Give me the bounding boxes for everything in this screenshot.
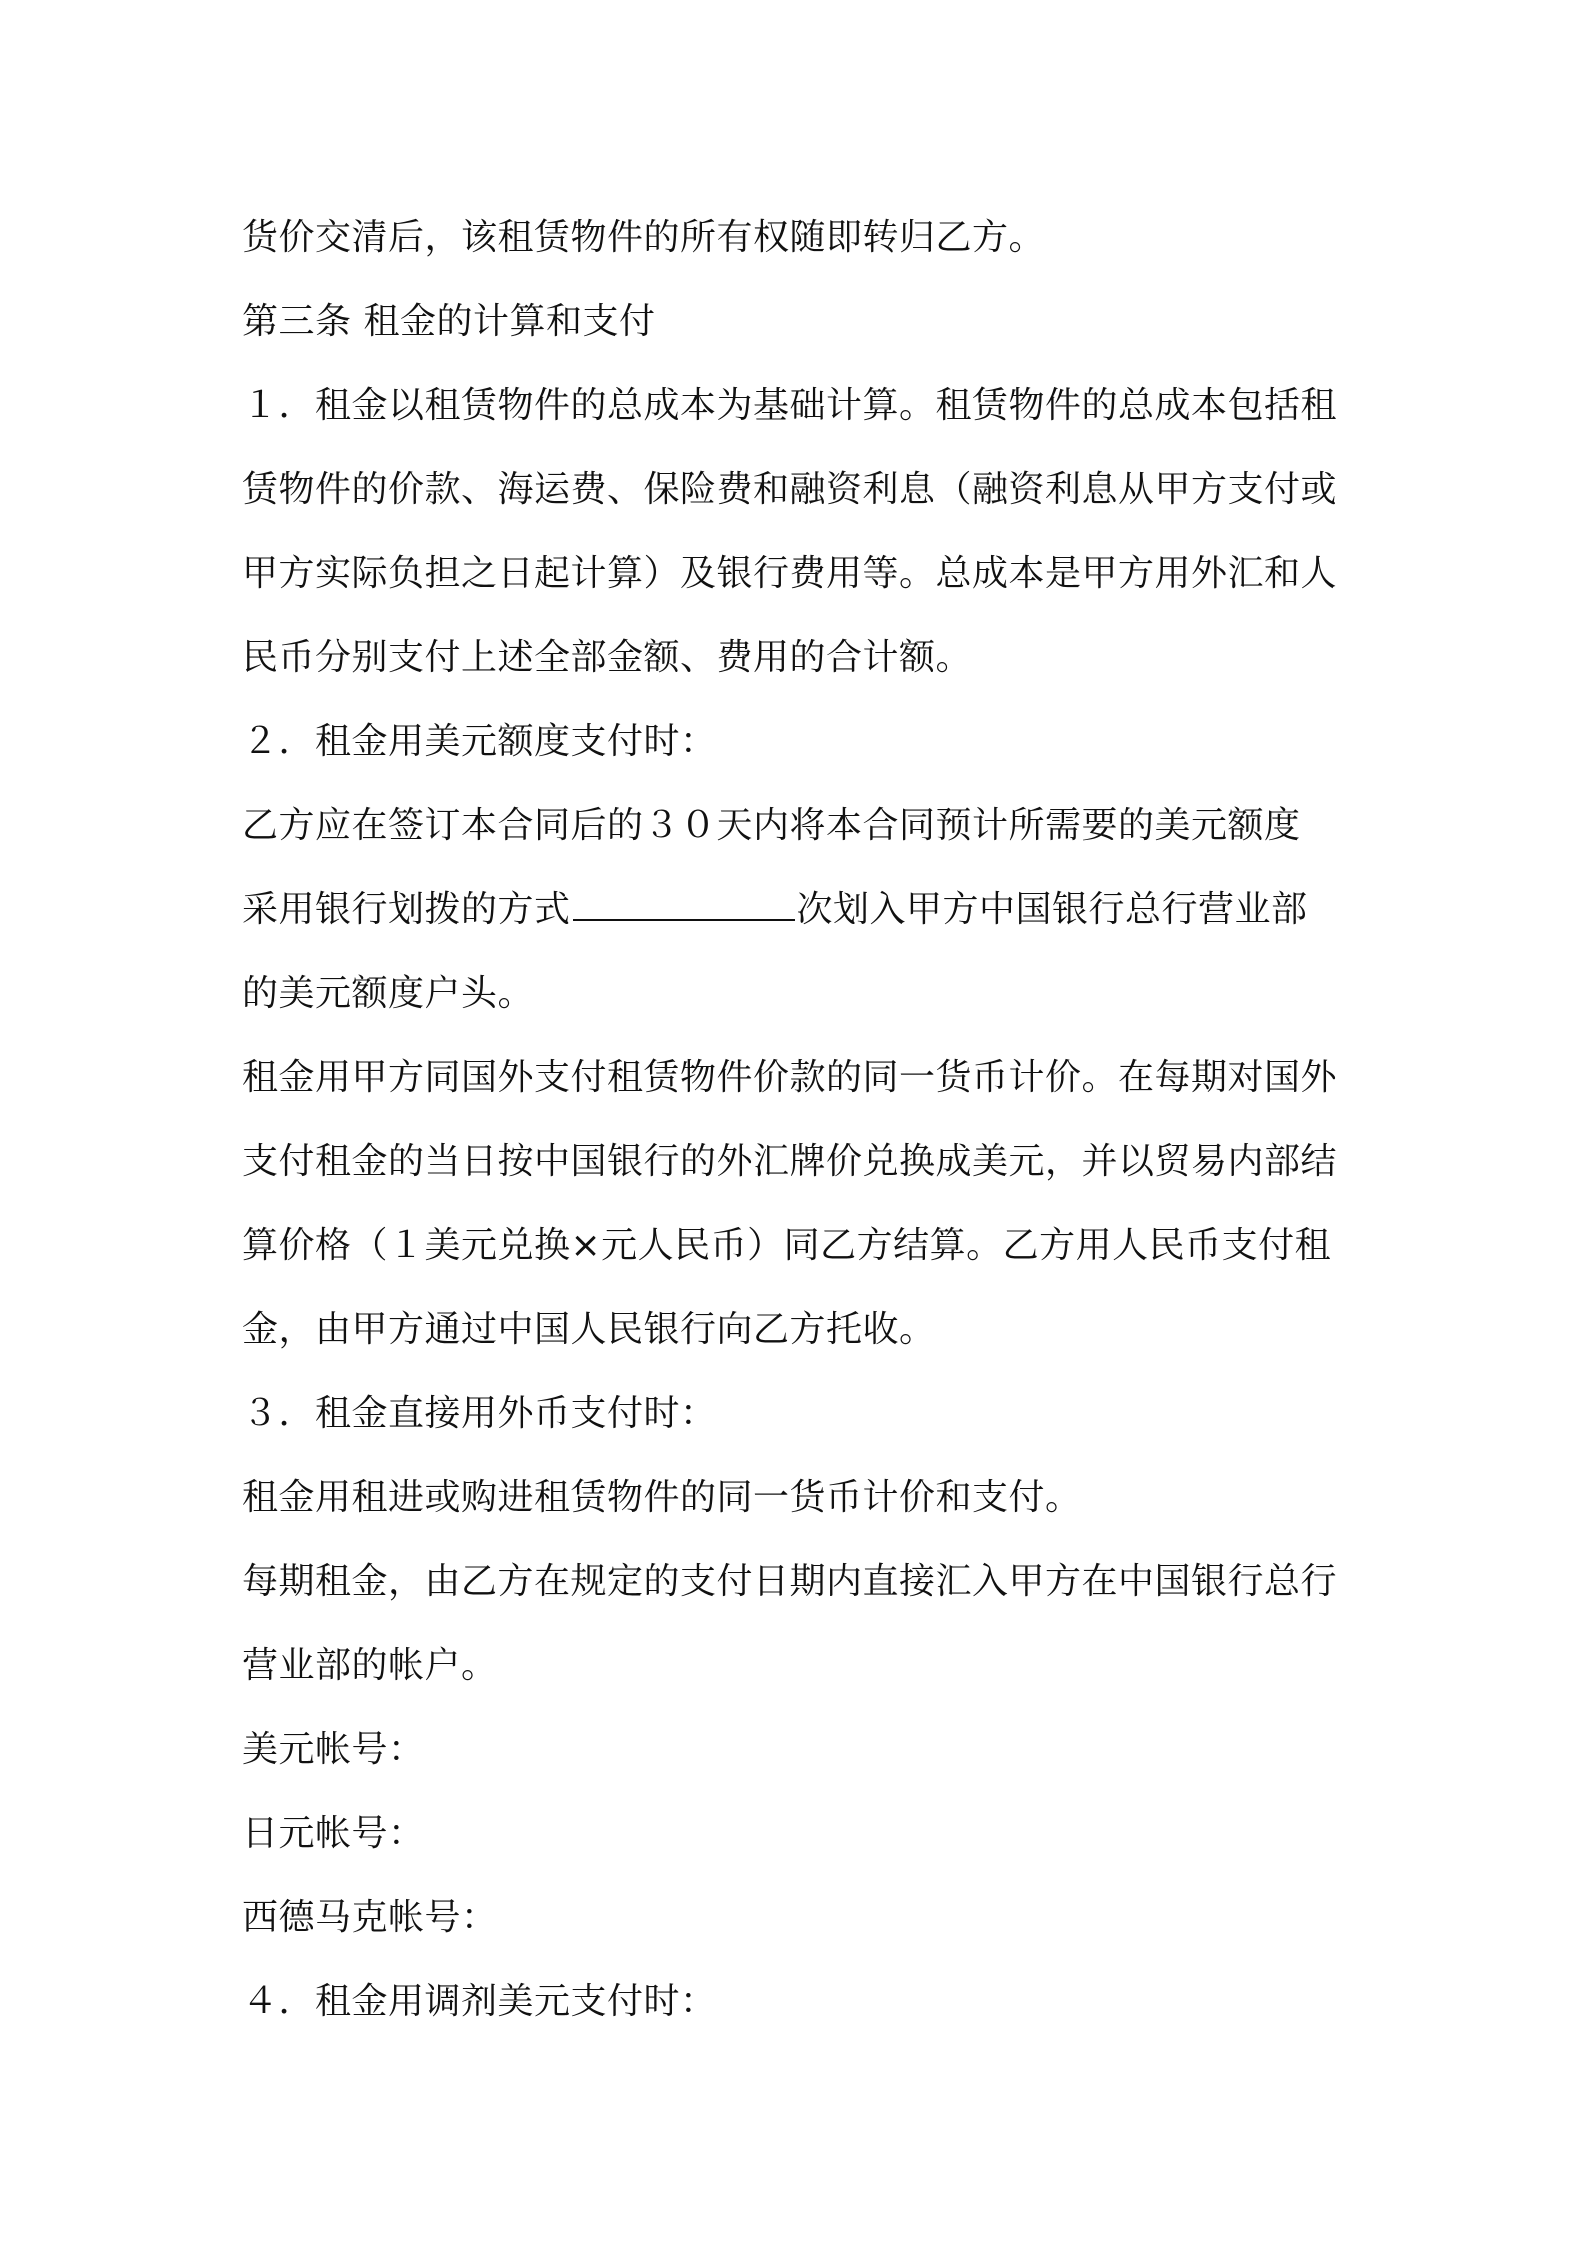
text-line: 租金用租进或购进租赁物件的同一货币计价和支付。: [242, 1477, 1082, 1518]
fill-in-blank: [573, 887, 795, 921]
account-label-usd: 美元帐号：: [242, 1729, 425, 1770]
text-fragment: 采用银行划拨的方式: [242, 889, 571, 930]
text-line: 的美元额度户头。: [242, 973, 535, 1014]
text-line: 每期租金，由乙方在规定的支付日期内直接汇入甲方在中国银行总行: [242, 1561, 1338, 1602]
text-line: 民币分别支付上述全部金额、费用的合计额。: [242, 637, 973, 678]
text-line-with-blank: [242, 868, 1362, 952]
document-body: [242, 196, 1362, 2044]
text-line: 营业部的帐户。: [242, 1645, 498, 1686]
text-line: 甲方实际负担之日起计算）及银行费用等。总成本是甲方用外汇和人: [242, 553, 1338, 594]
account-label-jpy: 日元帐号：: [242, 1813, 425, 1854]
article-heading: 第三条 租金的计算和支付: [242, 301, 656, 342]
text-line: 货价交清后，该租赁物件的所有权随即转归乙方。: [242, 217, 1046, 258]
text-line: 支付租金的当日按中国银行的外汇牌价兑换成美元，并以贸易内部结: [242, 1141, 1338, 1182]
text-line: 金，由甲方通过中国人民银行向乙方托收。: [242, 1309, 936, 1350]
text-line: 租金用甲方同国外支付租赁物件价款的同一货币计价。在每期对国外: [242, 1057, 1338, 1098]
text-line: １．租金以租赁物件的总成本为基础计算。租赁物件的总成本包括租: [242, 385, 1338, 426]
clause-heading: ４．租金用调剂美元支付时：: [242, 1981, 717, 2022]
text-line: 赁物件的价款、海运费、保险费和融资利息（融资利息从甲方支付或: [242, 469, 1338, 510]
text-line: 算价格（１美元兑换×元人民币）同乙方结算。乙方用人民币支付租: [242, 1225, 1332, 1266]
account-label-dem: 西德马克帐号：: [242, 1897, 498, 1938]
text-fragment: 次划入甲方中国银行总行营业部: [796, 889, 1308, 930]
text-line: 乙方应在签订本合同后的３０天内将本合同预计所需要的美元额度: [242, 805, 1301, 846]
clause-heading: ３．租金直接用外币支付时：: [242, 1393, 717, 1434]
clause-heading: ２．租金用美元额度支付时：: [242, 721, 717, 762]
